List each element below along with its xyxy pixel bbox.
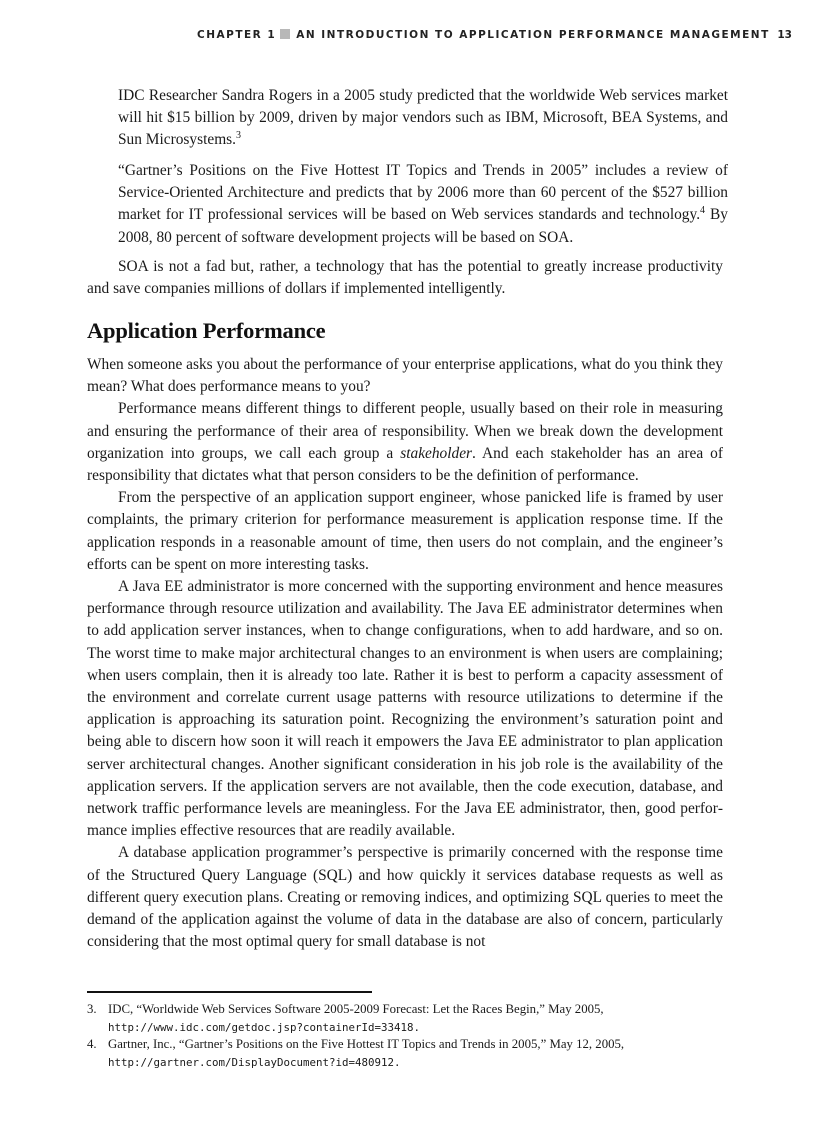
chapter-title: AN INTRODUCTION TO APPLICATION PERFORMANCE MANAGEMENT [296, 29, 770, 41]
block-quote-gartner [118, 160, 728, 249]
footnote-ref[interactable]: 4 [700, 205, 706, 217]
body-paragraph: A database application programmer’s perspective is primarily concerned with the response time of the Structured Query Language (SQL) and how quickly it services database requests as well as different query execution plans. Creating or removing indices, and optimizing SQL queries to meet the demand of the application against the volume of data in the database are also of concern, particularly considering that the most optimal query for small database is not [87, 844, 723, 951]
quote-text-continued: By 2008, 80 percent of software development projects will be based on SOA. [118, 206, 728, 246]
chapter-heading [197, 29, 770, 41]
quote-text: IDC Researcher Sandra Rogers in a 2005 study predicted that the worldwide Web services market will hit $15 billion by 2009, driven by major vendors such as IBM, Microsoft, BEA Systems, and Sun Microsystems. [118, 87, 728, 149]
section-body [87, 354, 723, 953]
body-paragraph: From the perspective of an application support engineer, whose panicked life is framed by user complaints, the primary criterion for performance measurement is application response time. If the application responds in a reasonable amount of time, then users do not complain, and the engineer’s efforts can be spent on more interesting tasks. [87, 489, 723, 573]
paragraph-text-continued: . And each stakeholder has an area of responsibility that dictates what that person considers to be the definition of performance. [87, 444, 723, 485]
quote-paragraph [118, 160, 728, 249]
footnote-item [87, 1036, 737, 1071]
quote-paragraph [118, 85, 728, 152]
paragraph-text: Performance means different things to different people, usually based on their role in measuring and ensuring the performance of their area of responsibility. When we break down the development organization into groups, we call each group a [87, 400, 723, 462]
body-paragraph: SOA is not a fad but, rather, a technology that has the potential to greatly increase productivity and save companies millions of dollars if implemented intelligently. [87, 258, 723, 298]
block-quote-idc [118, 85, 728, 152]
section-heading: Application Performance [87, 318, 326, 343]
footnote-text: IDC, “Worldwide Web Services Software 2005-2009 Forecast: Let the Races Begin,” May 2005, [108, 1002, 604, 1016]
body-paragraph: A Java EE administrator is more concerned with the supporting environment and hence measures performance through resource utilization and availability. The Java EE administrator determines when to add application server instances, when to change configurations, when to add hardware, and so on. The worst time to make major architectural changes to an environment is when users are complaining; when users complain, then it is already too late. Rather it is best to perform a capacity assessment of the environment and correlate current usage patterns with resource utilizations to determine if the application is approaching its saturation point. Recognizing the environment’s saturation point and being able to discern how soon it will reach it empowers the Java EE administrator to plan application server architectural changes. Another significant consideration in his job role is the availability of the application servers. If the application servers are not available, then the code execution, database, and network traffic performance levels are meaningless. For the Java EE administrator, then, good performance implies effective resources that are readily available. [87, 578, 723, 840]
emphasized-term: stakeholder [400, 444, 473, 462]
footnotes [87, 1001, 737, 1071]
chapter-label: CHAPTER 1 [197, 29, 277, 41]
quote-text: “Gartner’s Positions on the Five Hottest IT Topics and Trends in 2005” includes a review of Service-Oriented Architecture and predicts that by 2006 more than 60 percent of the $527 billion market for IT professional services will be based on Web services standards and technology. [118, 162, 728, 224]
separator-square-icon [280, 29, 290, 39]
footnote-url[interactable]: http://www.idc.com/getdoc.jsp?containerId=33418. [108, 1020, 421, 1034]
running-header [197, 29, 792, 43]
footnote-number: 4. [87, 1037, 97, 1051]
body-paragraph: When someone asks you about the performance of your enterprise applications, what do you think they mean? What does performance means to you? [87, 356, 723, 396]
footnote-number: 3. [87, 1002, 97, 1016]
footnote-divider [87, 991, 372, 993]
footnote-url[interactable]: http://gartner.com/DisplayDocument?id=480912. [108, 1055, 401, 1069]
footnote-item [87, 1001, 737, 1036]
body-paragraph [87, 398, 723, 487]
footnote-text: Gartner, Inc., “Gartner’s Positions on the Five Hottest IT Topics and Trends in 2005,” May 12, 2005, [108, 1037, 625, 1051]
soa-paragraph [87, 256, 723, 300]
page-number: 13 [777, 29, 792, 41]
footnote-ref[interactable]: 3 [236, 130, 241, 142]
